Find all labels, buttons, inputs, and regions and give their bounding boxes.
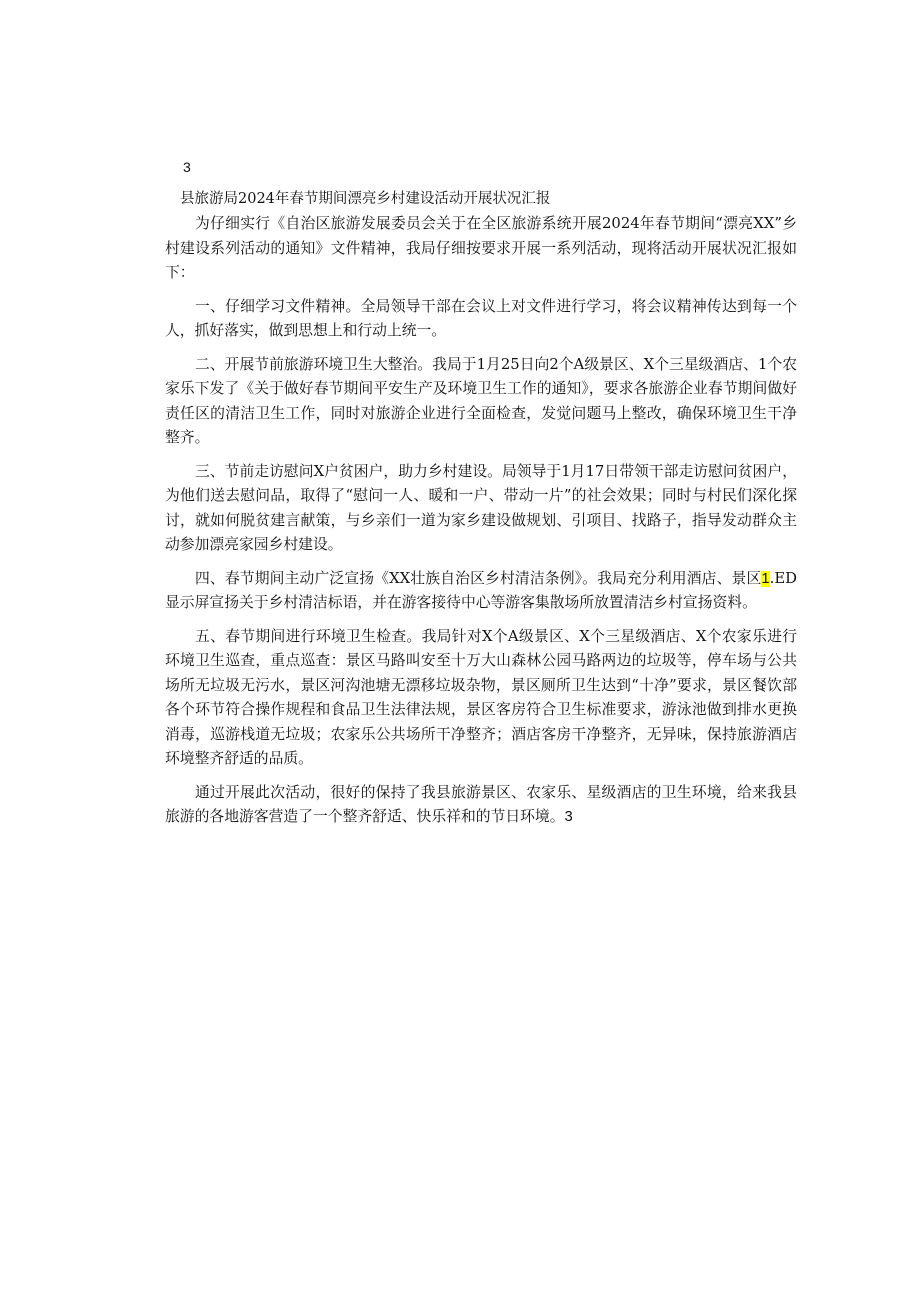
item-3-paragraph: 三、节前走访慰问X户贫困户，助力乡村建设。局领导于1月17日带领干部走访慰问贫困户，为他们送去慰问品，取得了“慰问一人、暖和一户、带动一片”的社会效果；同时与村民们深化探讨，就如何脱贫建言献策，与乡亲们一道为家乡建设做规划、引项目、找路子，指导发动群众主动参加漂亮家园乡村建设。 [165,462,797,553]
closing-paragraph [165,781,797,830]
item-1-paragraph: 一、仔细学习文件精神。全局领导干部在会议上对文件进行学习，将会议精神传达到每一个人，抓好落实，做到思想上和行动上统一。 [165,297,797,339]
closing-page-marker: 3 [564,809,573,825]
item-5-paragraph: 五、春节期间进行环境卫生检查。我局针对X个A级景区、X个三星级酒店、X个农家乐进行环境卫生巡查，重点巡查：景区马路叫安至十万大山森林公园马路两边的垃圾等，停车场与公共场所无垃圾无污水，景区河沟池塘无漂移垃圾杂物，景区厕所卫生达到“十净”要求，景区餐饮部各个环节符合操作规程和食品卫生法律法规，景区客房符合卫生标准要求，游泳池做到排水更换消毒，巡游栈道无垃圾；农家乐公共场所干净整齐；酒店客房干净整齐，无异味，保持旅游酒店环境整齐舒适的品质。 [165,627,797,767]
document-title: 县旅游局2024年春节期间漂亮乡村建设活动开展状况汇报 [180,191,551,207]
item-4-text-start: 四、春节期间主动广泛宣扬《XX壮族自治区乡村清洁条例》。我局充分利用酒店、景区 [195,569,762,587]
item-4-paragraph [165,567,797,616]
document-body [165,157,797,839]
highlighted-text: 1 [761,570,770,587]
page-number: 3 [183,159,191,175]
closing-text: 通过开展此次活动，很好的保持了我县旅游景区、农家乐、星级酒店的卫生环境，给来我县旅游的各地游客营造了一个整齐舒适、快乐祥和的节日环境。 [165,783,797,825]
intro-paragraph: 为仔细实行《自治区旅游发展委员会关于在全区旅游系统开展2024年春节期间“漂亮XX”乡村建设系列活动的通知》文件精神，我局仔细按要求开展一系列活动，现将活动开展状况汇报如下： [165,215,797,281]
item-4-text-end: .ED显示屏宣扬关于乡村清洁标语，并在游客接待中心等游客集散场所放置清洁乡村宣扬资料。 [165,569,797,611]
item-2-paragraph: 二、开展节前旅游环境卫生大整治。我局于1月25日向2个A级景区、X个三星级酒店、1个农家乐下发了《关于做好春节期间平安生产及环境卫生工作的通知》，要求各旅游企业春节期间做好责任区的清洁卫生工作，同时对旅游企业进行全面检查，发觉问题马上整改，确保环境卫生干净整齐。 [165,355,797,446]
